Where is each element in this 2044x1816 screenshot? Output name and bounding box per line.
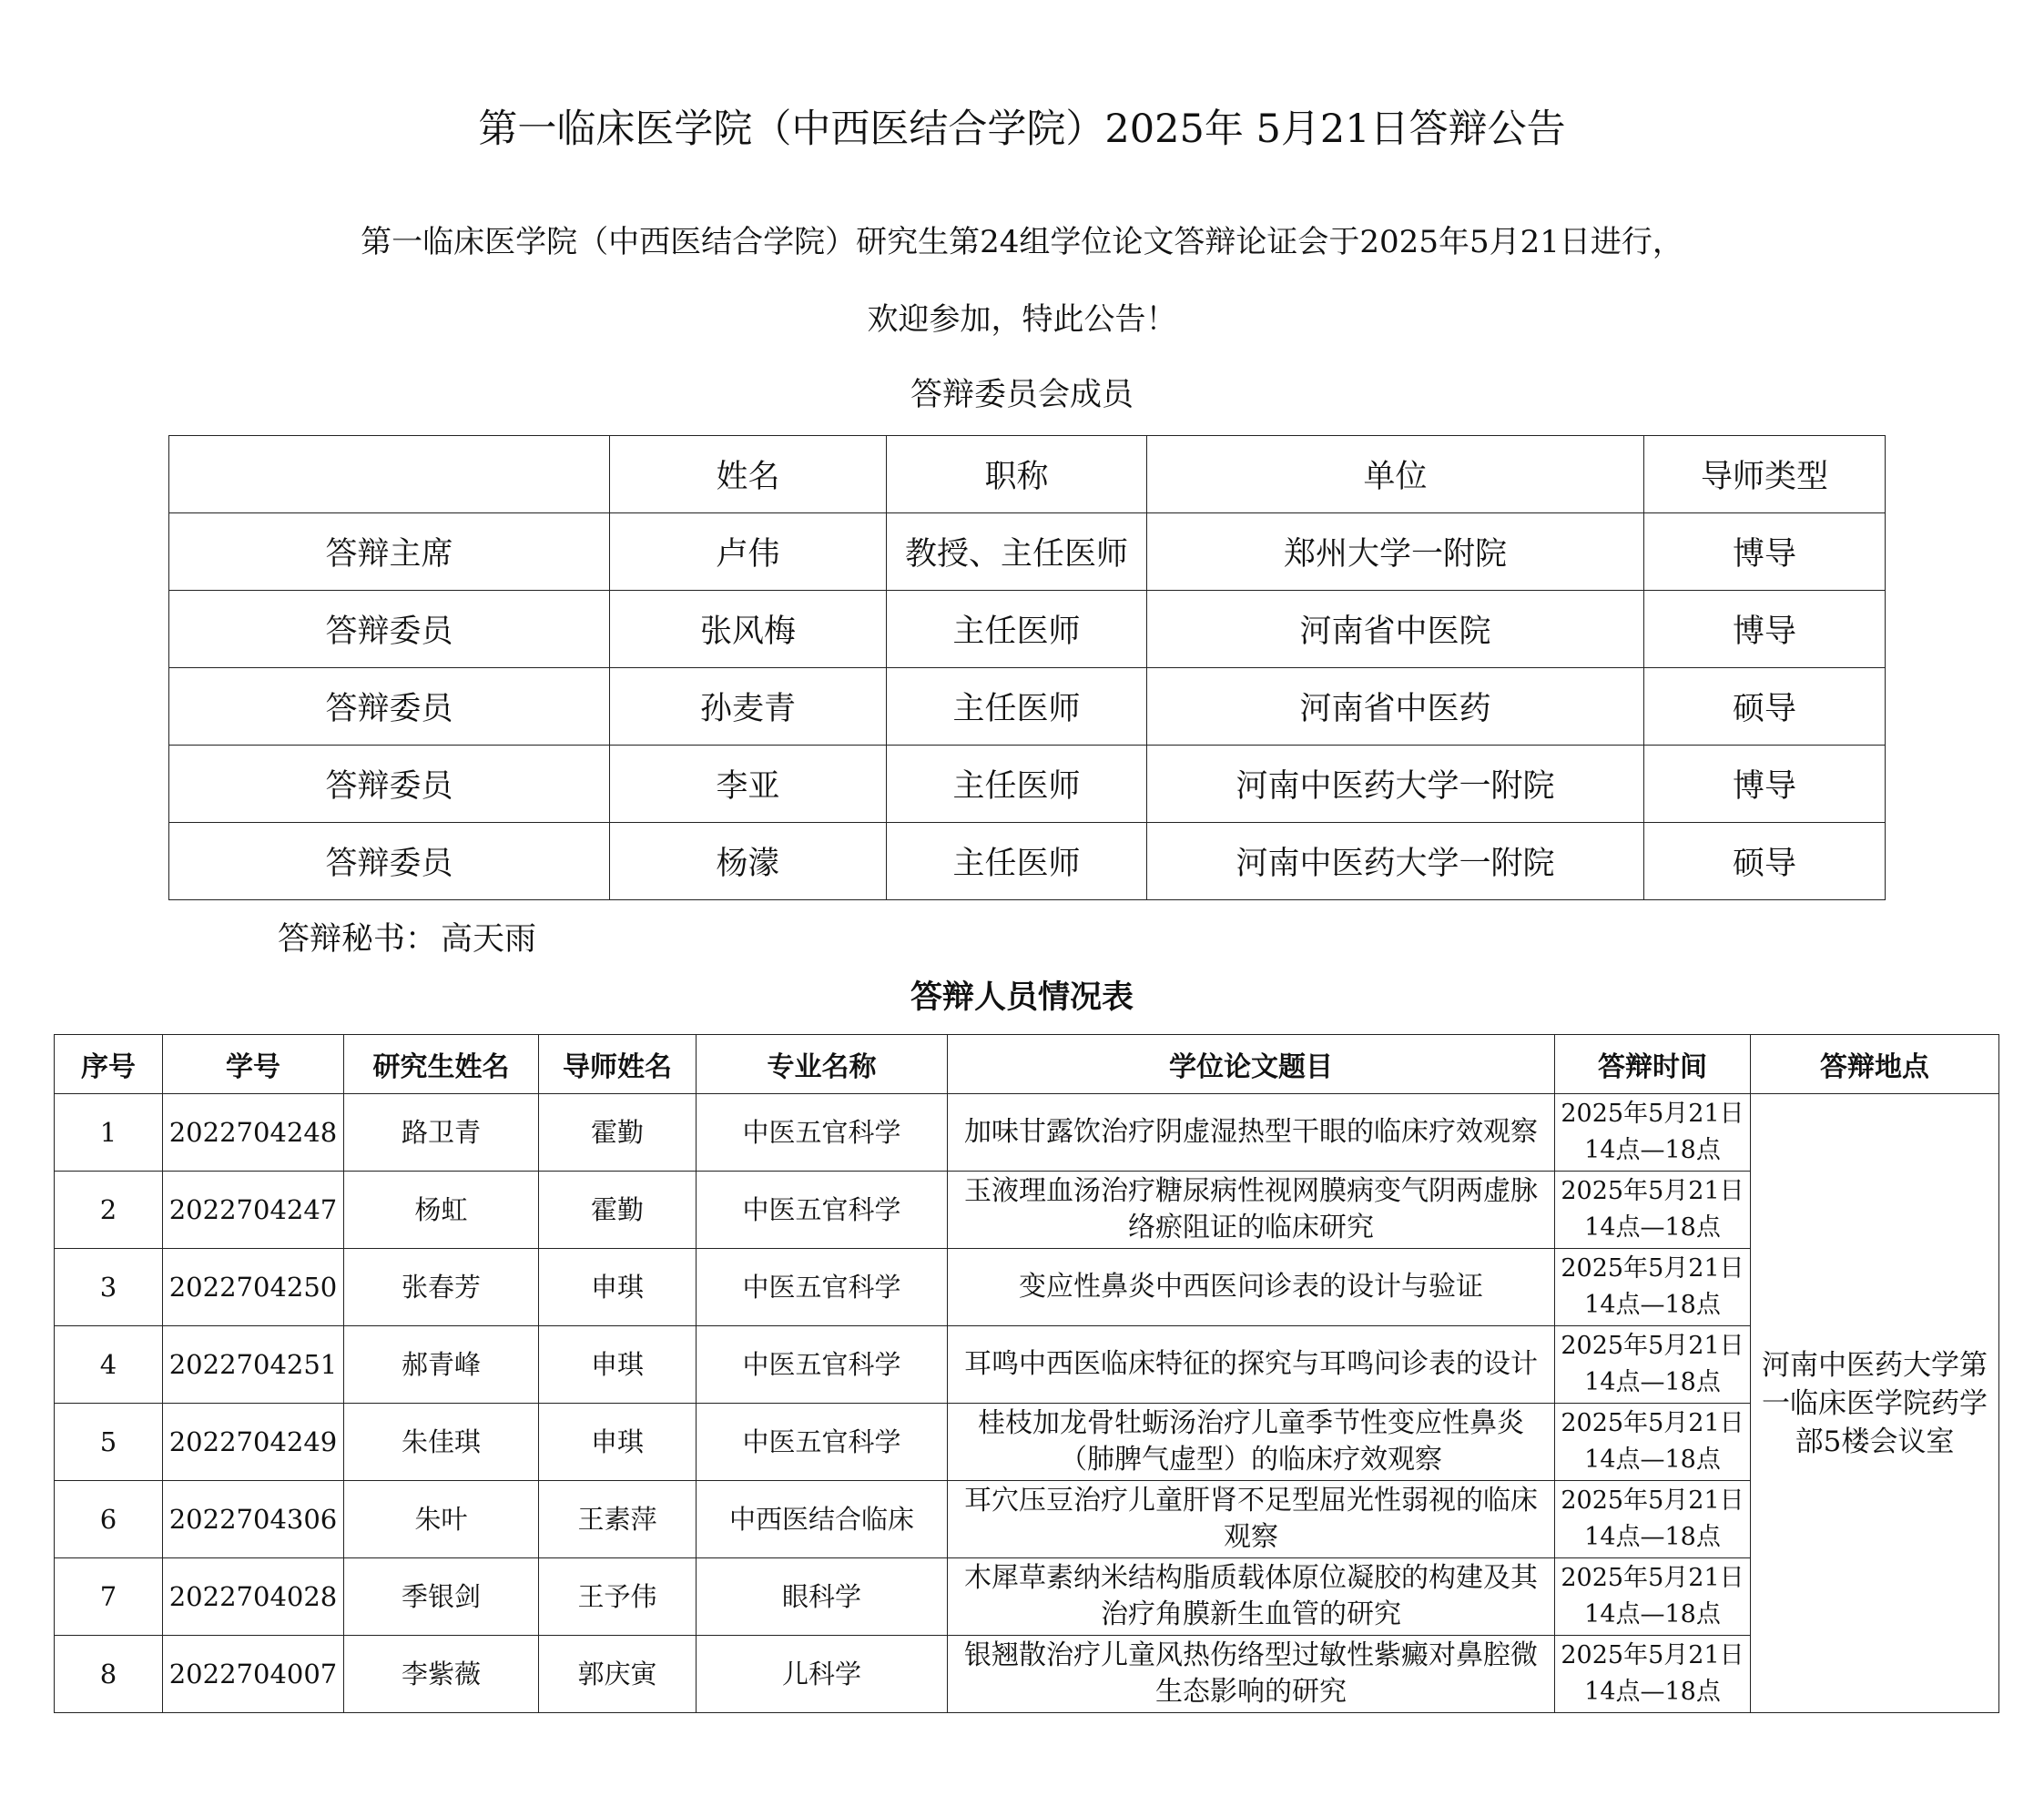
committee-cell-type: 博导 [1644, 746, 1886, 823]
student-cell-time: 2025年5月21日14点—18点 [1555, 1558, 1751, 1636]
student-cell-no: 1 [55, 1094, 163, 1172]
committee-cell-type: 硕导 [1644, 823, 1886, 900]
student-cell-student: 杨虹 [344, 1172, 539, 1249]
student-cell-no: 6 [55, 1481, 163, 1558]
student-cell-thesis: 木犀草素纳米结构脂质载体原位凝胶的构建及其治疗角膜新生血管的研究 [948, 1558, 1555, 1636]
student-cell-major: 儿科学 [697, 1636, 948, 1713]
table-row [55, 1558, 1999, 1636]
student-cell-thesis: 耳穴压豆治疗儿童肝肾不足型屈光性弱视的临床观察 [948, 1481, 1555, 1558]
student-cell-id: 2022704306 [163, 1481, 344, 1558]
committee-cell-name: 孙麦青 [610, 668, 887, 746]
student-cell-advisor: 申琪 [539, 1326, 697, 1404]
student-cell-id: 2022704028 [163, 1558, 344, 1636]
committee-cell-title: 主任医师 [887, 746, 1147, 823]
student-cell-thesis: 耳鸣中西医临床特征的探究与耳鸣问诊表的设计 [948, 1326, 1555, 1404]
student-cell-major: 中医五官科学 [697, 1249, 948, 1326]
table-row [55, 1172, 1999, 1249]
student-cell-id: 2022704251 [163, 1326, 344, 1404]
student-cell-id: 2022704250 [163, 1249, 344, 1326]
committee-row [169, 513, 1886, 591]
table-row [55, 1404, 1999, 1481]
students-col-advisor: 导师姓名 [539, 1035, 697, 1094]
committee-cell-role: 答辩主席 [169, 513, 610, 591]
student-cell-time: 2025年5月21日14点—18点 [1555, 1481, 1751, 1558]
table-row [55, 1636, 1999, 1713]
student-cell-time: 2025年5月21日14点—18点 [1555, 1636, 1751, 1713]
student-cell-time: 2025年5月21日14点—18点 [1555, 1326, 1751, 1404]
committee-table [168, 435, 1886, 900]
student-cell-thesis: 玉液理血汤治疗糖尿病性视网膜病变气阴两虚脉络瘀阻证的临床研究 [948, 1172, 1555, 1249]
secretary-line [278, 916, 540, 963]
committee-cell-title: 教授、主任医师 [887, 513, 1147, 591]
student-cell-thesis: 银翘散治疗儿童风热伤络型过敏性紫癜对鼻腔微生态影响的研究 [948, 1636, 1555, 1713]
committee-header-row [169, 436, 1886, 513]
student-cell-id: 2022704249 [163, 1404, 344, 1481]
student-cell-student: 张春芳 [344, 1249, 539, 1326]
committee-col-unit: 单位 [1147, 436, 1644, 513]
student-cell-advisor: 申琪 [539, 1404, 697, 1481]
student-cell-time: 2025年5月21日14点—18点 [1555, 1404, 1751, 1481]
committee-cell-unit: 河南省中医药 [1147, 668, 1644, 746]
committee-cell-role: 答辩委员 [169, 746, 610, 823]
student-cell-no: 4 [55, 1326, 163, 1404]
committee-col-role [169, 436, 610, 513]
student-cell-student: 李紫薇 [344, 1636, 539, 1713]
committee-cell-title: 主任医师 [887, 591, 1147, 668]
committee-cell-name: 李亚 [610, 746, 887, 823]
committee-cell-role: 答辩委员 [169, 591, 610, 668]
students-col-time: 答辩时间 [1555, 1035, 1751, 1094]
committee-cell-name: 卢伟 [610, 513, 887, 591]
student-cell-major: 中医五官科学 [697, 1326, 948, 1404]
committee-cell-type: 博导 [1644, 591, 1886, 668]
table-row [55, 1249, 1999, 1326]
defense-place: 河南中医药大学第一临床医学院药学部5楼会议室 [1751, 1094, 1999, 1713]
student-cell-id: 2022704248 [163, 1094, 344, 1172]
page-title: 第一临床医学院（中西医结合学院）2025年 5月21日答辩公告 [478, 107, 1566, 152]
student-cell-time: 2025年5月21日14点—18点 [1555, 1094, 1751, 1172]
student-cell-thesis: 变应性鼻炎中西医问诊表的设计与验证 [948, 1249, 1555, 1326]
secretary-name: 高天雨 [441, 921, 537, 958]
student-cell-major: 中医五官科学 [697, 1094, 948, 1172]
committee-row [169, 823, 1886, 900]
table-row [55, 1326, 1999, 1404]
student-cell-major: 中西医结合临床 [697, 1481, 948, 1558]
committee-cell-role: 答辩委员 [169, 668, 610, 746]
committee-cell-role: 答辩委员 [169, 823, 610, 900]
student-cell-time: 2025年5月21日14点—18点 [1555, 1172, 1751, 1249]
committee-cell-unit: 河南省中医院 [1147, 591, 1644, 668]
committee-cell-name: 张风梅 [610, 591, 887, 668]
committee-cell-title: 主任医师 [887, 823, 1147, 900]
committee-col-name: 姓名 [610, 436, 887, 513]
students-col-major: 专业名称 [697, 1035, 948, 1094]
committee-cell-title: 主任医师 [887, 668, 1147, 746]
students-col-student: 研究生姓名 [344, 1035, 539, 1094]
student-cell-major: 眼科学 [697, 1558, 948, 1636]
committee-row [169, 591, 1886, 668]
students-col-thesis: 学位论文题目 [948, 1035, 1555, 1094]
committee-row [169, 668, 1886, 746]
student-cell-advisor: 王素萍 [539, 1481, 697, 1558]
committee-cell-unit: 河南中医药大学一附院 [1147, 746, 1644, 823]
student-cell-thesis: 加味甘露饮治疗阴虚湿热型干眼的临床疗效观察 [948, 1094, 1555, 1172]
student-cell-student: 郝青峰 [344, 1326, 539, 1404]
committee-cell-name: 杨濛 [610, 823, 887, 900]
table-row [55, 1094, 1999, 1172]
students-col-no: 序号 [55, 1035, 163, 1094]
committee-col-type: 导师类型 [1644, 436, 1886, 513]
committee-cell-unit: 郑州大学一附院 [1147, 513, 1644, 591]
student-cell-id: 2022704247 [163, 1172, 344, 1249]
students-heading: 答辩人员情况表 [910, 979, 1134, 1016]
student-cell-major: 中医五官科学 [697, 1404, 948, 1481]
intro-line-2: 欢迎参加，特此公告！ [867, 301, 1177, 338]
committee-heading: 答辩委员会成员 [910, 377, 1134, 413]
students-header-row [55, 1035, 1999, 1094]
student-cell-student: 朱叶 [344, 1481, 539, 1558]
committee-col-title: 职称 [887, 436, 1147, 513]
committee-cell-unit: 河南中医药大学一附院 [1147, 823, 1644, 900]
student-cell-thesis: 桂枝加龙骨牡蛎汤治疗儿童季节性变应性鼻炎（肺脾气虚型）的临床疗效观察 [948, 1404, 1555, 1481]
intro-line-1: 第一临床医学院（中西医结合学院）研究生第24组学位论文答辩论证会于2025年5月21日进行， [361, 224, 1683, 260]
student-cell-no: 2 [55, 1172, 163, 1249]
secretary-label: 答辩秘书： [278, 921, 438, 958]
committee-cell-type: 博导 [1644, 513, 1886, 591]
student-cell-id: 2022704007 [163, 1636, 344, 1713]
student-cell-no: 8 [55, 1636, 163, 1713]
student-cell-no: 7 [55, 1558, 163, 1636]
student-cell-advisor: 霍勤 [539, 1094, 697, 1172]
student-cell-no: 5 [55, 1404, 163, 1481]
table-row [55, 1481, 1999, 1558]
students-col-id: 学号 [163, 1035, 344, 1094]
students-table [54, 1034, 1999, 1713]
student-cell-student: 季银剑 [344, 1558, 539, 1636]
student-cell-no: 3 [55, 1249, 163, 1326]
student-cell-advisor: 郭庆寅 [539, 1636, 697, 1713]
student-cell-major: 中医五官科学 [697, 1172, 948, 1249]
committee-row [169, 746, 1886, 823]
student-cell-advisor: 霍勤 [539, 1172, 697, 1249]
committee-cell-type: 硕导 [1644, 668, 1886, 746]
student-cell-advisor: 申琪 [539, 1249, 697, 1326]
students-col-place: 答辩地点 [1751, 1035, 1999, 1094]
student-cell-student: 朱佳琪 [344, 1404, 539, 1481]
student-cell-advisor: 王予伟 [539, 1558, 697, 1636]
student-cell-student: 路卫青 [344, 1094, 539, 1172]
student-cell-time: 2025年5月21日14点—18点 [1555, 1249, 1751, 1326]
